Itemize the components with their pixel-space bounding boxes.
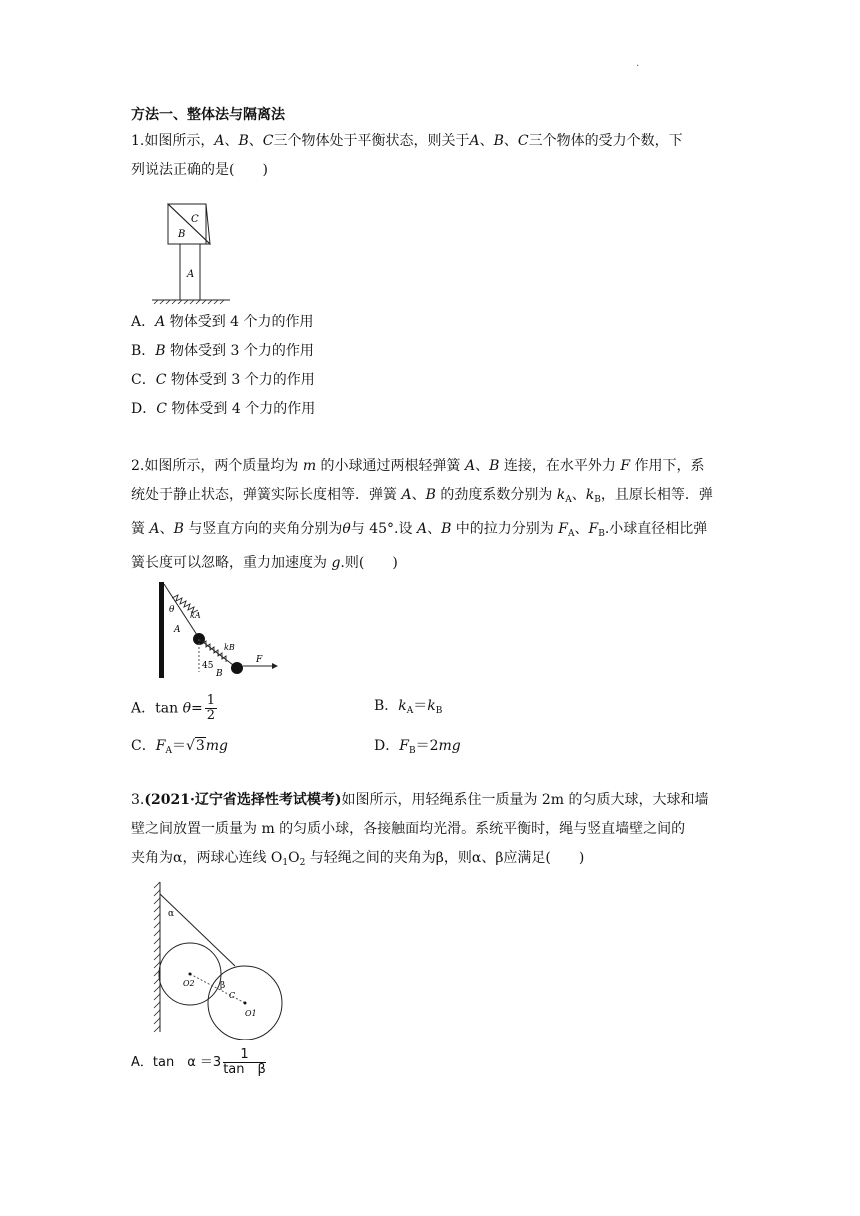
q3-source: (2021·辽宁省选择性考试模考)	[144, 792, 342, 808]
q2-option-a[interactable]	[131, 694, 217, 723]
q1-text: 三个物体的受力个数，下	[528, 133, 683, 149]
q1-figure	[150, 200, 240, 310]
sub: A	[165, 746, 172, 756]
sep: 、	[574, 521, 589, 537]
q3-text: 壁之间放置一质量为 m 的匀质小球，各接触面均光滑。系统平衡时，绳与竖直墙壁之间的	[131, 821, 686, 837]
option-text: tan α ＝3	[152, 1055, 222, 1070]
q2-option-c[interactable]: C．$F_A=√3mg$	[131, 738, 229, 756]
var: θ	[182, 700, 192, 717]
var: F	[620, 458, 631, 474]
fraction	[223, 1048, 266, 1077]
fig2-f: F	[256, 655, 263, 665]
var: A	[155, 314, 166, 330]
sep: 、	[479, 133, 494, 149]
q2-text: 簧	[131, 521, 150, 537]
q2-text: 与竖直方向的夹角分别为	[183, 521, 343, 537]
var: F	[399, 738, 409, 754]
option-text: =	[191, 700, 203, 717]
q1-text: 列说法正确的是( )	[131, 162, 268, 178]
q2-text: .则( )	[340, 555, 398, 571]
var: F	[588, 521, 599, 537]
fig2-kb: kB	[224, 643, 235, 652]
q1-text: 1.如图所示，	[131, 133, 215, 149]
var: C	[155, 372, 167, 388]
var: B	[441, 521, 452, 537]
var: A	[465, 458, 476, 474]
option-text: ＝	[171, 738, 186, 754]
q3-text: O	[288, 850, 300, 866]
q2-text: 的小球通过两根轻弹簧	[316, 458, 465, 474]
sep: 、	[224, 133, 239, 149]
sep: 、	[475, 458, 490, 474]
fig3-alpha: α	[168, 909, 175, 919]
numerator: 1	[223, 1048, 266, 1063]
var: A	[401, 487, 412, 503]
option-letter: C．	[131, 372, 156, 388]
option-letter: A．	[131, 1055, 153, 1070]
q2-text: 作用下，系	[630, 458, 705, 474]
var: k	[556, 487, 566, 503]
option-letter: D．	[374, 738, 400, 754]
option-text: 物体受到 4 个力的作用	[165, 314, 314, 330]
q1-option-a[interactable]	[131, 312, 314, 332]
option-letter: A．	[131, 700, 156, 717]
sub: 1	[282, 858, 289, 868]
q2-text: 中的拉力分别为	[451, 521, 559, 537]
sub: A	[565, 495, 572, 505]
question-3-stem	[131, 786, 741, 878]
q3-number: 3.	[131, 792, 145, 808]
var: F	[558, 521, 568, 537]
fraction	[205, 694, 217, 723]
question-2-stem	[131, 452, 731, 578]
fig3-c: C	[229, 991, 236, 1000]
q3-option-a[interactable]	[131, 1048, 266, 1077]
var: g	[331, 555, 341, 571]
q3-text: 如图所示，用轻绳系住一质量为 2m 的匀质大球，大球和墙	[341, 792, 709, 808]
var: B	[425, 487, 436, 503]
sub: A	[406, 706, 414, 716]
fig2-b: B	[216, 669, 223, 679]
var: B	[238, 133, 249, 149]
fig3-o2: O2	[183, 979, 195, 988]
sep: 、	[571, 487, 586, 503]
sep: 、	[411, 487, 426, 503]
fig3-beta: β	[220, 981, 226, 991]
var: A	[469, 133, 480, 149]
option-letter: B．	[131, 343, 156, 359]
option-text: 物体受到 3 个力的作用	[166, 372, 315, 388]
denominator: tan β	[223, 1062, 266, 1077]
fig1-label-b: B	[178, 229, 186, 240]
question-1-stem	[131, 127, 731, 185]
header-mark: .	[636, 58, 640, 69]
var: k	[398, 698, 407, 714]
q2-text: ，且原长相等．弹	[600, 487, 713, 503]
q2-text: 统处于静止状态，弹簧实际长度相等．弹簧	[131, 487, 402, 503]
var: C	[156, 401, 167, 417]
var: B	[173, 521, 184, 537]
sub: B	[598, 529, 605, 539]
q2-text: 与 45°.设	[350, 521, 417, 537]
option-text: tan	[155, 700, 183, 717]
fig3-o1: O1	[245, 1009, 257, 1018]
var: k	[427, 698, 436, 714]
sep: 、	[503, 133, 518, 149]
section-title: 方法一、整体法与隔离法	[131, 107, 285, 123]
var: k	[585, 487, 595, 503]
option-text: ＝2	[415, 738, 439, 754]
var: B	[489, 458, 500, 474]
sub: B	[408, 746, 416, 756]
var: mg	[438, 738, 461, 754]
option-text: ＝	[413, 698, 428, 714]
numerator: 1	[206, 693, 216, 708]
q3-text: 与轻绳之间的夹角为β，则α、β应满足( )	[305, 850, 585, 866]
q2-text: 2.如图所示，两个质量均为	[131, 458, 303, 474]
q1-option-d[interactable]	[131, 399, 315, 419]
fig2-theta: θ	[169, 605, 175, 615]
q1-text: 三个物体处于平衡状态，则关于	[273, 133, 470, 149]
option-text: 物体受到 4 个力的作用	[166, 401, 316, 417]
var: F	[155, 738, 166, 754]
fig2-45: 45	[202, 661, 214, 671]
q2-option-b[interactable]	[374, 696, 442, 721]
q2-text: 簧长度可以忽略，重力加速度为	[131, 555, 332, 571]
fig1-label-a: A	[187, 269, 195, 280]
sep: 、	[427, 521, 442, 537]
var: A	[214, 133, 225, 149]
var: m	[302, 458, 317, 474]
sub: B	[594, 495, 601, 505]
fig2-a: A	[174, 625, 181, 635]
var: mg	[205, 738, 229, 754]
option-letter: A．	[131, 314, 156, 330]
option-text: 物体受到 3 个力的作用	[165, 343, 314, 359]
var: C	[262, 133, 274, 149]
var: A	[416, 521, 428, 537]
q3-text: 夹角为α，两球心连线 O	[131, 850, 283, 866]
fig2-ka: kA	[190, 611, 201, 620]
sep: 、	[248, 133, 263, 149]
q2-text: 连接，在水平外力	[499, 458, 621, 474]
sub: 2	[299, 858, 306, 868]
sqrt-value: 3	[195, 738, 205, 754]
sub: A	[567, 529, 575, 539]
sub: B	[435, 706, 443, 716]
q2-figure	[152, 580, 282, 680]
q3-figure	[150, 880, 290, 1040]
var: θ	[342, 521, 351, 537]
q1-option-b[interactable]	[131, 341, 314, 361]
q2-option-d[interactable]	[374, 736, 461, 761]
option-letter: B．	[374, 698, 399, 714]
option-letter: D．	[131, 401, 157, 417]
var: C	[517, 133, 529, 149]
denominator: 2	[206, 708, 216, 723]
q2-text: 的劲度系数分别为	[435, 487, 557, 503]
fig1-label-c: C	[191, 214, 199, 225]
q2-text: .小球直径相比弹	[604, 521, 708, 537]
q1-option-c[interactable]	[131, 370, 315, 390]
sep: 、	[159, 521, 174, 537]
var: B	[155, 343, 166, 359]
var: A	[149, 521, 160, 537]
option-letter: C．	[131, 738, 156, 754]
var: B	[493, 133, 504, 149]
